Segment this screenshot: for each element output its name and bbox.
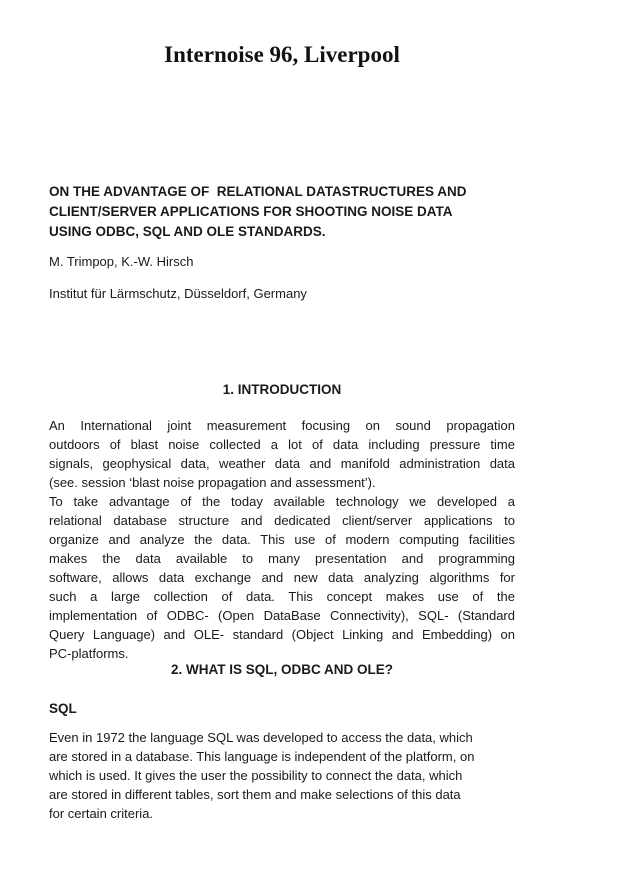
text-line: are stored in a database. This language is independent of the platform, on (49, 749, 475, 764)
conference-title: Internoise 96, Liverpool (164, 42, 400, 67)
text-line: outdoors of blast noise collected a lot of data including pressure time (49, 437, 515, 452)
paper-title (49, 182, 515, 242)
intro-paragraph-1 (49, 416, 515, 492)
text-line: makes the data available to many presentation and programming (49, 551, 515, 566)
text-line: Query Language) and OLE- standard (Object Linking and Embedding) on (49, 627, 515, 642)
affiliation-line: Institut für Lärmschutz, Düsseldorf, Germany (49, 286, 307, 301)
text-line: To take advantage of the today available technology we developed a (49, 494, 515, 509)
text-line: implementation of ODBC- (Open DataBase Connectivity), SQL- (Standard (49, 608, 515, 623)
text-line: software, allows data exchange and new data analyzing algorithms for (49, 570, 515, 585)
text-line: such a large collection of data. This concept makes use of the (49, 589, 515, 604)
text-line: CLIENT/SERVER APPLICATIONS FOR SHOOTING NOISE DATA (49, 204, 453, 219)
sql-subheading: SQL (49, 701, 77, 716)
text-line: organize and analyze the data. This use of modern computing facilities (49, 532, 515, 547)
text-line: are stored in different tables, sort them and make selections of this data (49, 787, 461, 802)
text-line: relational database structure and dedicated client/server applications to (49, 513, 515, 528)
text-line: ON THE ADVANTAGE OF RELATIONAL DATASTRUCTURES AND (49, 184, 467, 199)
text-line: Even in 1972 the language SQL was developed to access the data, which (49, 730, 473, 745)
sql-paragraph (49, 728, 515, 823)
text-line: for certain criteria. (49, 806, 154, 821)
text-line: (see. session ‘blast noise propagation and assessment’). (49, 475, 376, 490)
text-line: USING ODBC, SQL AND OLE STANDARDS. (49, 224, 326, 239)
text-line: An International joint measurement focusing on sound propagation (49, 418, 515, 433)
text-line: which is used. It gives the user the possibility to connect the data, which (49, 768, 463, 783)
intro-paragraph-2 (49, 492, 515, 663)
section-2-heading: 2. WHAT IS SQL, ODBC AND OLE? (171, 662, 393, 677)
section-1-heading: 1. INTRODUCTION (222, 382, 342, 397)
text-line: PC-platforms. (49, 646, 129, 661)
authors-line: M. Trimpop, K.-W. Hirsch (49, 254, 194, 269)
text-line: signals, geophysical data, weather data and manifold administration data (49, 456, 515, 471)
introduction-body (49, 416, 515, 663)
